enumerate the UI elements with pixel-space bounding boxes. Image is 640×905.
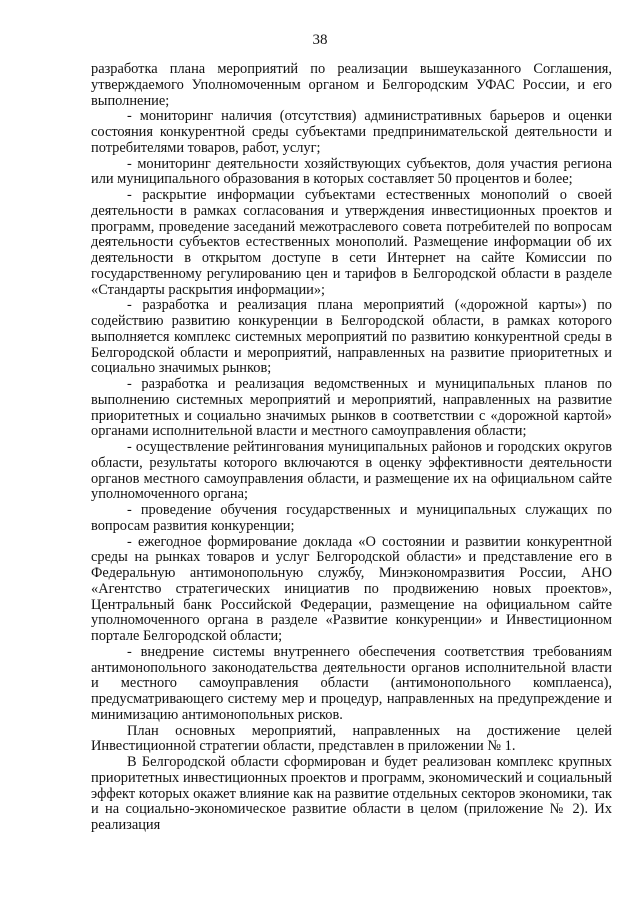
paragraph-monopoly-disclosure: - раскрытие информации субъектами естественных монополий о своей деятельности в рамках согласования и утверждения инвестиционных проектов и программ, проведение заседаний межотраслевого совета потребителей по вопросам деятельности субъектов естественных монополий. Размещение информации об их деятельности в открытом доступе в сети Интернет на сайте Комиссии по государственному регулированию цен и тарифов в Белгородской области в разделе «Стандарты раскрытия информации»; xyxy=(91,187,612,298)
paragraph-roadmap: - разработка и реализация плана мероприятий («дорожной карты») по содействию развитию конкуренции в Белгородской области, в рамках которого выполняется комплекс системных мероприятий по развитию конкурентной среды в Белгородской области и мероприятий, направленных на развитие приоритетных и социально значимых рынков; xyxy=(91,297,612,377)
document-body xyxy=(91,62,612,834)
paragraph-entity-monitoring: - мониторинг деятельности хозяйствующих субъектов, доля участия региона или муниципального образования в которых составляет 50 процентов и более; xyxy=(91,155,612,188)
paragraph-compliance: - внедрение системы внутреннего обеспечения соответствия требованиям антимонопольного законодательства деятельности органов исполнительной власти и местного самоуправления области (антимонопольного комплаенса), предусматривающего систему мер и процедур, направленных на предупреждение и минимизацию антимонопольных рисков. xyxy=(91,643,612,723)
page-number: 38 xyxy=(312,32,328,48)
paragraph-annual-report: - ежегодное формирование доклада «О состоянии и развитии конкурентной среды на рынках товаров и услуг Белгородской области» и представление его в Федеральную антимонопольную службу, Минэкономразвития России, АНО «Агентство стратегических инициатив по продвижению новых проектов», Центральный банк Российской Федерации, размещение на официальном сайте уполномоченного органа в разделе «Развитие конкуренции» и Инвестиционном портале Белгородской области; xyxy=(91,533,612,644)
paragraph-barrier-monitoring: - мониторинг наличия (отсутствия) административных барьеров и оценки состояния конкурентной среды субъектами предпринимательской деятельности и потребителями товаров, работ, услуг; xyxy=(91,108,612,156)
paragraph-main-plan: План основных мероприятий, направленных на достижение целей Инвестиционной стратегии области, представлен в приложении № 1. xyxy=(91,722,612,755)
paragraph-departmental-plans: - разработка и реализация ведомственных и муниципальных планов по выполнению системных мероприятий и мероприятий, направленных на развитие приоритетных и социально значимых рынков в соответствии с «дорожной картой» органами исполнительной власти и местного самоуправления области; xyxy=(91,376,612,440)
paragraph-training: - проведение обучения государственных и муниципальных служащих по вопросам развития конкуренции; xyxy=(91,502,612,534)
paragraph-investment-projects: В Белгородской области сформирован и будет реализован комплекс крупных приоритетных инвестиционных проектов и программ, экономический и социальный эффект которых окажет влияние как на развитие отдельных секторов экономики, так и на социально-экономическое развитие области в целом (приложение № 2). Их реализация xyxy=(91,754,612,833)
paragraph-rating: - осуществление рейтингования муниципальных районов и городских округов области, результаты которого включаются в оценку эффективности деятельности органов местного самоуправления области, и размещение их на официальном сайте уполномоченного органа; xyxy=(91,439,612,503)
paragraph-action-plan: разработка плана мероприятий по реализации вышеуказанного Соглашения, утверждаемого Уполномоченным органом и Белгородским УФАС России, и его выполнение; xyxy=(91,61,612,109)
